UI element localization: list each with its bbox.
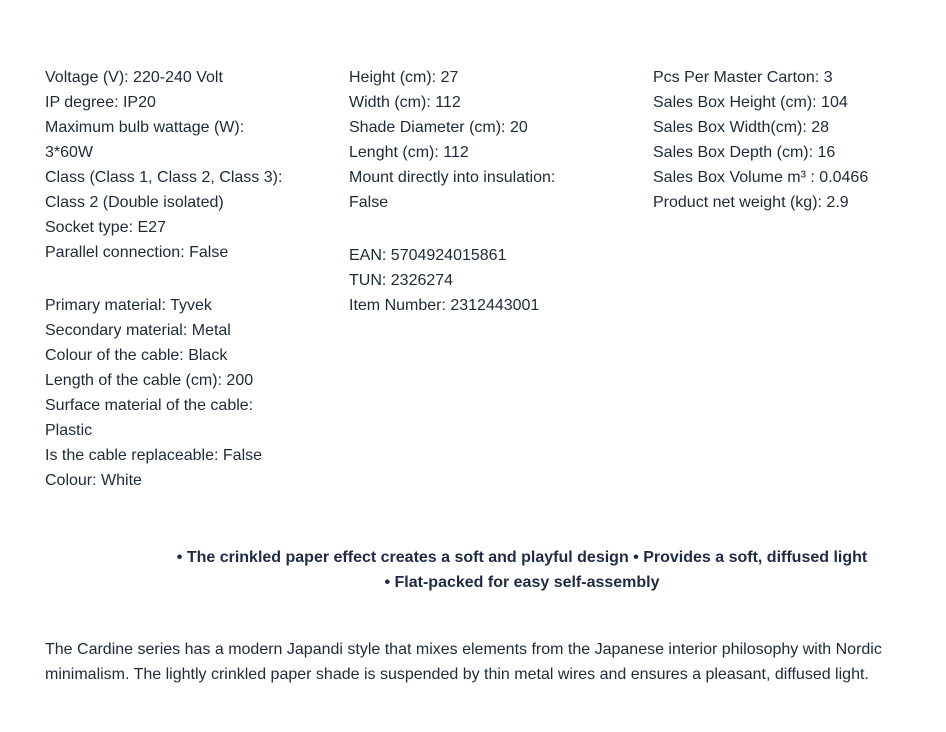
spec-pcs-per-carton: Pcs Per Master Carton: 3 xyxy=(653,69,833,86)
electrical-specs xyxy=(45,65,349,265)
spec-class-label: Class (Class 1, Class 2, Class 3): xyxy=(45,169,283,186)
spec-sales-box-depth: Sales Box Depth (cm): 16 xyxy=(653,144,836,161)
spec-cable-surface-value: Plastic xyxy=(45,422,93,439)
feature-row-1: • The crinkled paper effect creates a soft and playful design • Provides a soft, diffused light xyxy=(176,549,868,566)
spec-column-dimensions-ids xyxy=(349,65,653,493)
spec-class-value: Class 2 (Double isolated) xyxy=(45,194,224,211)
packaging-specs xyxy=(653,65,925,215)
spec-item-number: Item Number: 2312443001 xyxy=(349,297,540,314)
spec-socket-type: Socket type: E27 xyxy=(45,219,166,236)
spec-cable-colour: Colour of the cable: Black xyxy=(45,347,228,364)
spec-column-packaging xyxy=(653,65,925,493)
material-specs xyxy=(45,293,349,493)
spec-ip-degree: IP degree: IP20 xyxy=(45,94,156,111)
spec-primary-material: Primary material: Tyvek xyxy=(45,297,212,314)
spec-shade-diameter: Shade Diameter (cm): 20 xyxy=(349,119,528,136)
spec-length: Lenght (cm): 112 xyxy=(349,144,469,161)
feature-row-2: • Flat-packed for easy self-assembly xyxy=(384,574,660,591)
spec-voltage: Voltage (V): 220-240 Volt xyxy=(45,69,223,86)
feature-bullets xyxy=(0,545,946,595)
spec-sales-box-height: Sales Box Height (cm): 104 xyxy=(653,94,848,111)
specifications xyxy=(45,65,925,493)
spec-max-wattage-value: 3*60W xyxy=(45,144,94,161)
description-line-1: The Cardine series has a modern Japandi style that mixes elements from the Japanese interior philosophy with Nordic xyxy=(45,641,882,658)
spec-max-wattage-label: Maximum bulb wattage (W): xyxy=(45,119,245,136)
spec-tun: TUN: 2326274 xyxy=(349,272,454,289)
spec-mount-insulation-label: Mount directly into insulation: xyxy=(349,169,556,186)
spec-secondary-material: Secondary material: Metal xyxy=(45,322,231,339)
spec-sales-box-volume: Sales Box Volume m³ : 0.0466 xyxy=(653,169,869,186)
dimension-specs xyxy=(349,65,653,215)
spec-height: Height (cm): 27 xyxy=(349,69,459,86)
spec-cable-surface-label: Surface material of the cable: xyxy=(45,397,254,414)
spec-column-electrical-materials xyxy=(45,65,349,493)
spec-ean: EAN: 5704924015861 xyxy=(349,247,507,264)
description-line-2: minimalism. The lightly crinkled paper shade is suspended by thin metal wires and ensures a pleasant, diffused light. xyxy=(45,666,869,683)
product-description xyxy=(45,637,925,687)
spec-width: Width (cm): 112 xyxy=(349,94,461,111)
spec-colour: Colour: White xyxy=(45,472,142,489)
spec-net-weight: Product net weight (kg): 2.9 xyxy=(653,194,849,211)
spec-cable-replaceable: Is the cable replaceable: False xyxy=(45,447,263,464)
spec-mount-insulation-value: False xyxy=(349,194,389,211)
identifier-specs xyxy=(349,243,653,318)
spec-sales-box-width: Sales Box Width(cm): 28 xyxy=(653,119,830,136)
spec-cable-length: Length of the cable (cm): 200 xyxy=(45,372,254,389)
spec-parallel-connection: Parallel connection: False xyxy=(45,244,229,261)
